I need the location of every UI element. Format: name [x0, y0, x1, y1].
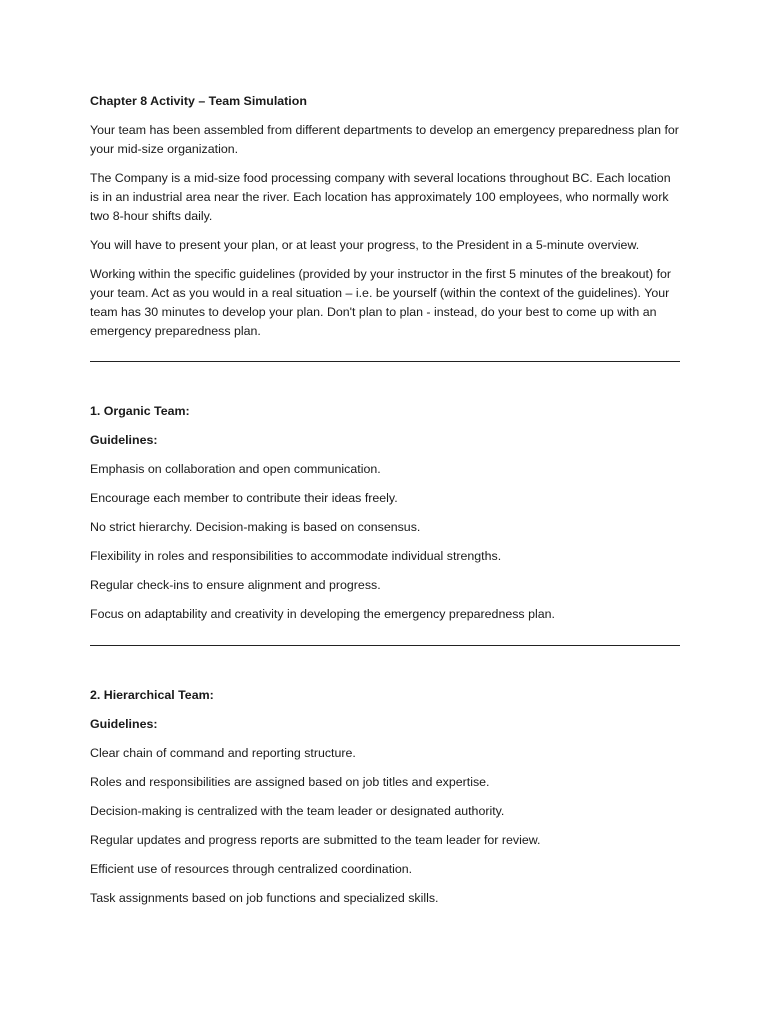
- intro-paragraph: You will have to present your plan, or at least your progress, to the President in a 5-minute overview.: [90, 238, 640, 252]
- guideline-item: No strict hierarchy. Decision-making is based on consensus.: [90, 520, 421, 534]
- guideline-item: Flexibility in roles and responsibilities to accommodate individual strengths.: [90, 549, 502, 563]
- guideline-item: Regular check-ins to ensure alignment and progress.: [90, 578, 381, 592]
- document-page: [90, 92, 680, 918]
- guideline-item: Task assignments based on job functions and specialized skills.: [90, 891, 439, 905]
- guideline-item: Roles and responsibilities are assigned based on job titles and expertise.: [90, 775, 490, 789]
- section-divider: [90, 361, 680, 362]
- guideline-item: Emphasis on collaboration and open communication.: [90, 462, 381, 476]
- guideline-item: Regular updates and progress reports are submitted to the team leader for review.: [90, 833, 541, 847]
- guidelines-label: Guidelines:: [90, 433, 158, 447]
- intro-paragraph: The Company is a mid-size food processing company with several locations throughout BC. Each location is in an industrial area near the river. Each location has approximately 100 employees, who normally work two 8-hour shifts daily.: [90, 171, 671, 223]
- guideline-item: Decision-making is centralized with the team leader or designated authority.: [90, 804, 505, 818]
- document-title: Chapter 8 Activity – Team Simulation: [90, 94, 307, 108]
- section-heading: 1. Organic Team:: [90, 404, 190, 418]
- intro-paragraph: Working within the specific guidelines (provided by your instructor in the first 5 minutes of the breakout) for your team. Act as you would in a real situation – i.e. be yourself (within the context of the guidelines). Your team has 30 minutes to develop your plan. Don't plan to plan - instead, do your best to come up with an emergency preparedness plan.: [90, 267, 672, 338]
- section-organic-team: [90, 402, 680, 624]
- section-hierarchical-team: [90, 686, 680, 908]
- guideline-item: Focus on adaptability and creativity in developing the emergency preparedness plan.: [90, 607, 555, 621]
- section-divider: [90, 645, 680, 646]
- guidelines-label: Guidelines:: [90, 717, 158, 731]
- guideline-item: Encourage each member to contribute their ideas freely.: [90, 491, 398, 505]
- intro-paragraph: Your team has been assembled from different departments to develop an emergency preparedness plan for your mid-size organization.: [90, 123, 679, 156]
- section-heading: 2. Hierarchical Team:: [90, 688, 214, 702]
- guideline-item: Clear chain of command and reporting structure.: [90, 746, 356, 760]
- guideline-item: Efficient use of resources through centralized coordination.: [90, 862, 413, 876]
